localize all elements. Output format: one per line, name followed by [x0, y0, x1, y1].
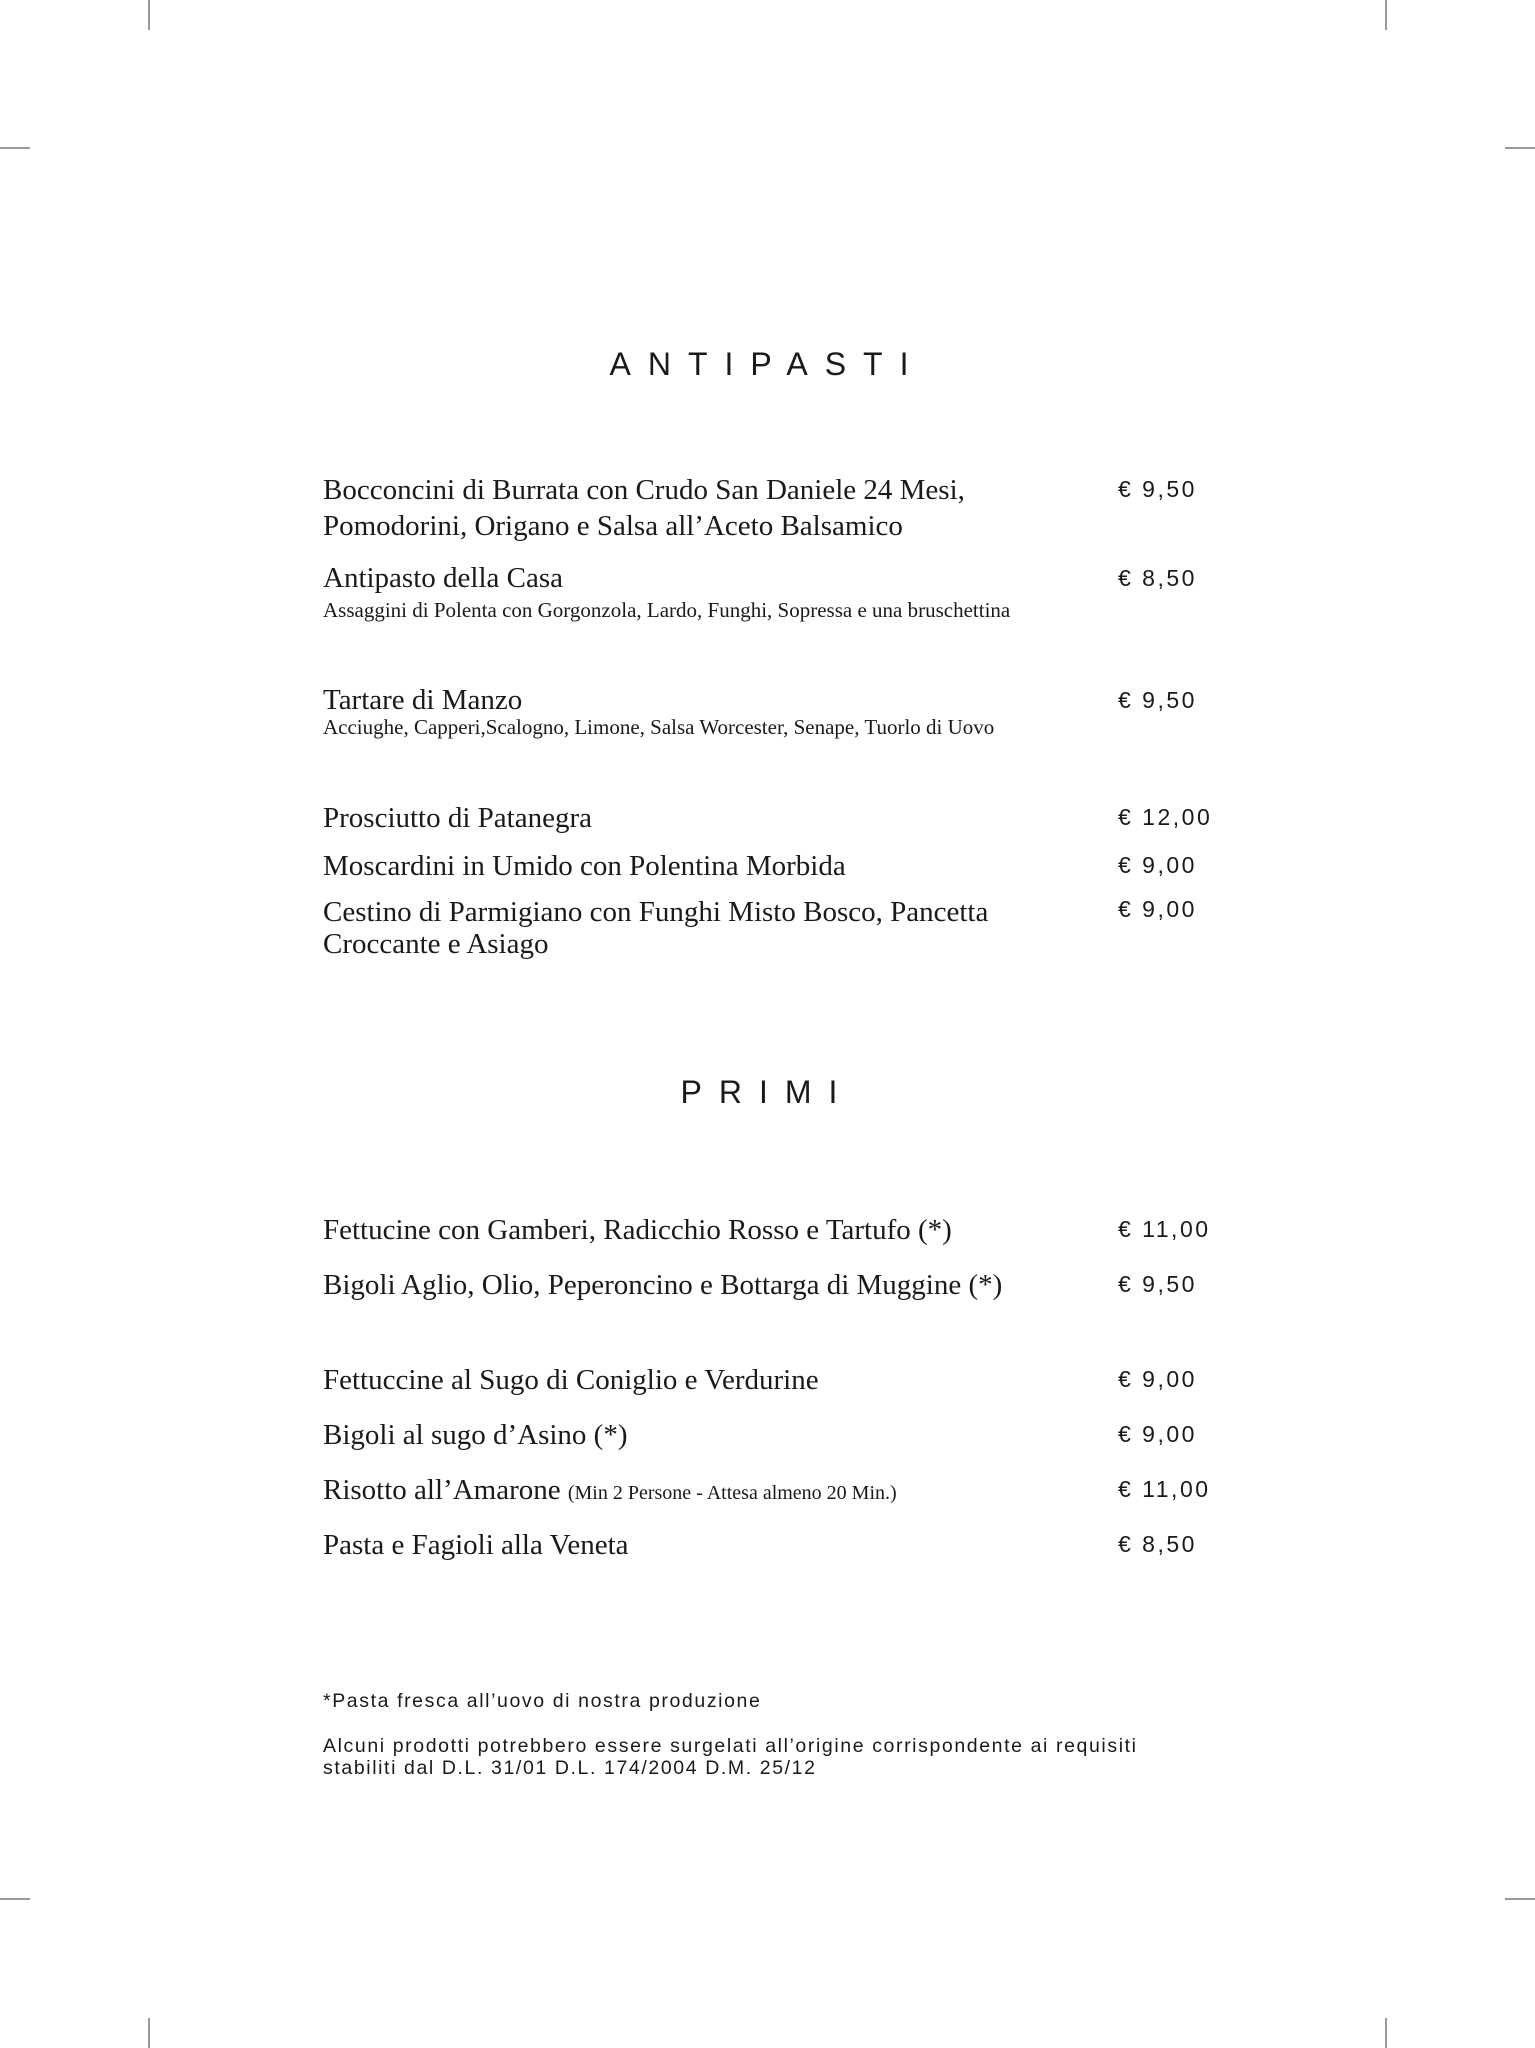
crop-mark-top-left-vertical — [148, 0, 150, 30]
section-title-primi: PRIMI — [680, 1074, 855, 1110]
menu-item-price: € 9,00 — [1118, 1421, 1197, 1447]
menu-item-name: Prosciutto di Patanegra — [323, 802, 593, 834]
menu-item-price: € 9,50 — [1118, 476, 1197, 502]
menu-item-name: Pasta e Fagioli alla Veneta — [323, 1529, 629, 1561]
menu-item-name: Antipasto della Casa — [323, 562, 564, 594]
crop-mark-bottom-right-vertical — [1385, 2018, 1387, 2048]
menu-item-name: Bigoli Aglio, Olio, Peperoncino e Bottarga di Muggine (*) — [323, 1269, 1003, 1301]
menu-item-price: € 11,00 — [1118, 1216, 1211, 1242]
menu-item-price: € 9,50 — [1118, 1271, 1197, 1297]
frozen-products-disclaimer: Alcuni prodotti potrebbero essere surgelati all’origine corrispondente ai requisiti stabiliti dal D.L. 31/01 D.L. 174/2004 D.M. 25/12 — [323, 1735, 1138, 1779]
menu-item-price: € 9,00 — [1118, 852, 1197, 878]
section-title-antipasti: ANTIPASTI — [609, 346, 926, 382]
menu-item-price: € 12,00 — [1118, 804, 1213, 830]
crop-mark-bottom-left-vertical — [148, 2018, 150, 2048]
menu-item-price: € 11,00 — [1118, 1476, 1211, 1502]
menu-item-name: Bocconcini di Burrata con Crudo San Daniele 24 Mesi, Pomodorini, Origano e Salsa all’Aceto Balsamico — [323, 474, 965, 542]
crop-mark-top-right-vertical — [1385, 0, 1387, 30]
menu-item-name: Tartare di Manzo — [323, 684, 523, 716]
menu-item-price: € 8,50 — [1118, 1531, 1197, 1557]
menu-item-description: Acciughe, Capperi,Scalogno, Limone, Salsa Worcester, Senape, Tuorlo di Uovo — [323, 715, 995, 739]
menu-item-name: Fettuccine al Sugo di Coniglio e Verdurine — [323, 1364, 819, 1396]
menu-item-price: € 8,50 — [1118, 565, 1197, 591]
menu-item-name — [323, 1472, 1113, 1511]
menu-item-name: Moscardini in Umido con Polentina Morbida — [323, 850, 846, 882]
pasta-footnote: *Pasta fresca all’uovo di nostra produzione — [323, 1690, 762, 1712]
menu-item-note: (Min 2 Persone - Attesa almeno 20 Min.) — [567, 1482, 897, 1504]
crop-mark-top-left-horizontal — [0, 147, 30, 149]
crop-mark-bottom-right-horizontal — [1505, 1898, 1535, 1900]
menu-item-name: Fettucine con Gamberi, Radicchio Rosso e Tartufo (*) — [323, 1214, 952, 1246]
crop-mark-bottom-left-horizontal — [0, 1898, 30, 1900]
crop-mark-top-right-horizontal — [1505, 147, 1535, 149]
menu-item-price: € 9,00 — [1118, 896, 1197, 922]
menu-item-price: € 9,50 — [1118, 687, 1197, 713]
menu-item-name: Bigoli al sugo d’Asino (*) — [323, 1419, 628, 1451]
menu-item-price: € 9,00 — [1118, 1366, 1197, 1392]
menu-item-description: Assaggini di Polenta con Gorgonzola, Lardo, Funghi, Sopressa e una bruschettina — [323, 598, 1011, 622]
menu-item-name: Cestino di Parmigiano con Funghi Misto Bosco, Pancetta Croccante e Asiago — [323, 896, 989, 960]
menu-item-name-text: Risotto all’Amarone — [323, 1474, 561, 1506]
